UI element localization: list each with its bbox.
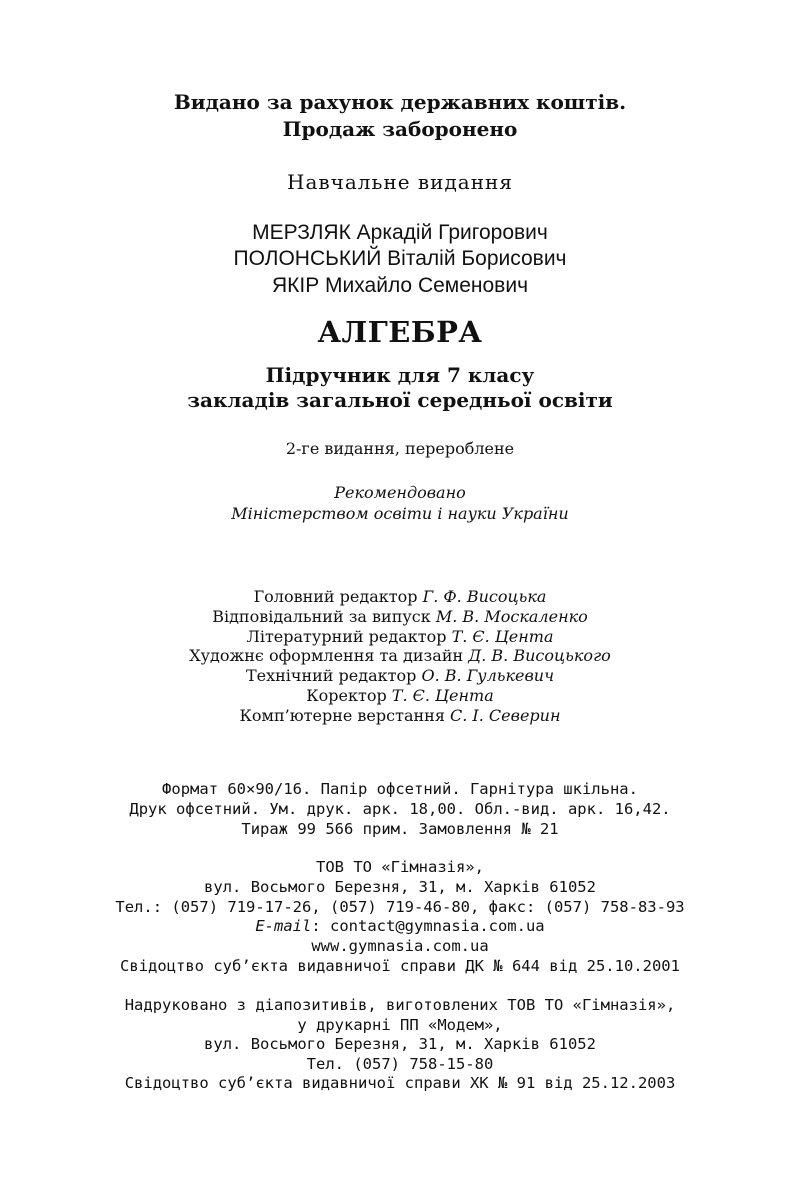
credit-name: С. І. Северин	[450, 706, 561, 725]
credit-name: Т. Є. Цента	[451, 627, 554, 646]
credit-name: О. В. Гулькевич	[421, 666, 555, 685]
book-title: АЛГЕБРА	[317, 315, 483, 349]
subtitle-line-1: Підручник для 7 класу	[265, 363, 535, 387]
credit-chief-editor	[0, 589, 800, 605]
recommendation-line-1: Рекомендовано	[334, 483, 466, 502]
edition-note: 2-ге видання, перероблене	[285, 439, 515, 458]
credit-role: Коректор	[306, 686, 387, 705]
credit-technical-editor	[0, 668, 800, 684]
email-value: : contact@gymnasia.com.ua	[311, 917, 545, 935]
publisher-email	[0, 919, 800, 935]
publisher-phones: Тел.: (057) 719-17-26, (057) 719-46-80, факс: (057) 758-83-93	[115, 898, 685, 916]
printer-line-1: Надруковано з діапозитивів, виготовлених ТОВ ТО «Гімназія»,	[124, 996, 676, 1014]
credit-name: М. В. Москаленко	[435, 607, 588, 626]
author-2: ПОЛОНСЬКИЙ Віталій Борисович	[233, 247, 567, 270]
author-3: ЯКІР Михайло Семенович	[271, 274, 529, 297]
credit-responsible	[0, 609, 800, 625]
credit-name: Т. Є. Цента	[391, 686, 494, 705]
credit-name: Д. В. Висоцького	[468, 646, 611, 665]
credit-role: Художнє оформлення та дизайн	[189, 646, 464, 665]
credit-role: Комп’ютерне верстання	[239, 706, 445, 725]
notice-line-1: Видано за рахунок державних коштів.	[173, 90, 627, 114]
author-1: МЕРЗЛЯК Аркадій Григорович	[252, 221, 548, 244]
publisher-name: ТОВ ТО «Гімназія»,	[316, 858, 484, 876]
credit-layout	[0, 708, 800, 724]
email-label: E-mail	[255, 917, 312, 935]
credit-name: Г. Ф. Висоцька	[422, 587, 547, 606]
publisher-address: вул. Восьмого Березня, 31, м. Харків 61052	[204, 878, 596, 896]
publisher-certificate: Свідоцтво суб’єкта видавничої справи ДК № 644 від 25.10.2001	[120, 957, 680, 975]
credit-role: Відповідальний за випуск	[212, 607, 431, 626]
credit-role: Технічний редактор	[245, 666, 417, 685]
credit-role: Літературний редактор	[246, 627, 447, 646]
subtitle-line-2: закладів загальної середньої освіти	[187, 388, 613, 412]
credit-role: Головний редактор	[253, 587, 418, 606]
credit-literary-editor	[0, 629, 800, 645]
print-spec-3: Тираж 99 566 прим. Замовлення № 21	[241, 820, 559, 838]
edition-type: Навчальне видання	[287, 170, 513, 194]
credit-design	[0, 648, 800, 664]
printer-line-4: Тел. (057) 758-15-80	[306, 1055, 494, 1073]
printer-line-2: у друкарні ПП «Модем»,	[297, 1016, 503, 1034]
printer-line-3: вул. Восьмого Березня, 31, м. Харків 61052	[204, 1035, 596, 1053]
notice-line-2: Продаж заборонено	[282, 117, 518, 141]
recommendation-line-2: Міністерством освіти і науки України	[231, 504, 569, 523]
print-spec-1: Формат 60×90/16. Папір офсетний. Гарнітура шкільна.	[162, 780, 638, 798]
print-spec-2: Друк офсетний. Ум. друк. арк. 18,00. Обл.-вид. арк. 16,42.	[129, 800, 671, 818]
printer-line-5: Свідоцтво суб’єкта видавничої справи ХК № 91 від 25.12.2003	[124, 1074, 676, 1092]
credit-proofreader	[0, 688, 800, 704]
publisher-website: www.gymnasia.com.ua	[311, 937, 489, 955]
